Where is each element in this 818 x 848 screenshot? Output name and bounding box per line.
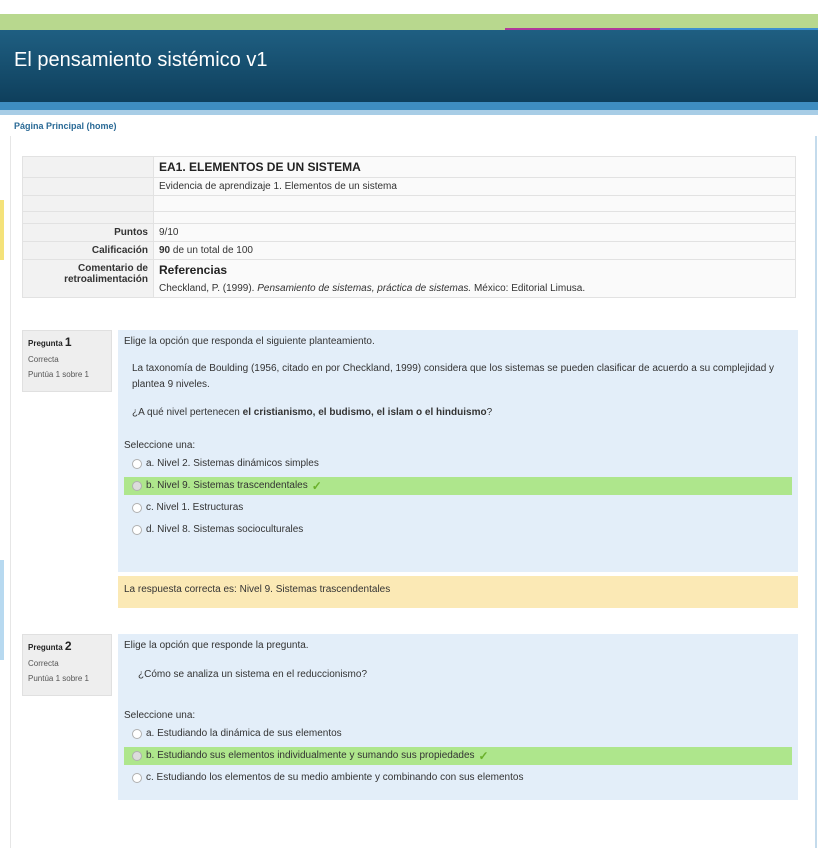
question-2-info: Pregunta 2 Correcta Puntúa 1 sobre 1: [22, 634, 112, 696]
calificacion-value: 90 de un total de 100: [154, 242, 796, 260]
question-2-select-label: Seleccione una:: [124, 710, 196, 721]
question-1-instruction: Elige la opción que responda el siguiente planteamiento.: [124, 336, 375, 347]
question-2-status: Correcta: [28, 659, 59, 668]
calificacion-label: Calificación: [23, 242, 154, 260]
q2-option-c[interactable]: c. Estudiando los elementos de su medio ambiente y combinando con sus elementos: [124, 769, 792, 787]
radio-icon[interactable]: [132, 773, 142, 783]
radio-icon[interactable]: [132, 503, 142, 513]
left-decor-blue: [0, 560, 4, 660]
radio-selected-icon[interactable]: [132, 751, 142, 761]
check-icon: ✓: [478, 749, 489, 763]
question-1-select-label: Seleccione una:: [124, 440, 196, 451]
puntos-value: 9/10: [154, 224, 796, 242]
top-stripe: [0, 14, 818, 30]
summary-title: EA1. ELEMENTOS DE UN SISTEMA: [154, 157, 796, 178]
question-2-instruction: Elige la opción que responde la pregunta.: [124, 640, 309, 651]
question-1-status: Correcta: [28, 355, 59, 364]
q1-option-d[interactable]: d. Nivel 8. Sistemas socioculturales: [124, 521, 792, 539]
header-band-light: [0, 110, 818, 115]
question-2-question: ¿Cómo se analiza un sistema en el reduccionismo?: [138, 669, 367, 680]
question-2-score: Puntúa 1 sobre 1: [28, 674, 89, 683]
question-1-score: Puntúa 1 sobre 1: [28, 370, 89, 379]
comentario-label: Comentario de retroalimentación: [23, 260, 154, 298]
question-1-text: La taxonomía de Boulding (1956, citado en por Checkland, 1999) considera que los sistemas se pueden clasificar de acuerdo a su complejidad y plantea 9 niveles.: [132, 363, 775, 390]
question-2-box: [118, 634, 798, 800]
radio-icon[interactable]: [132, 729, 142, 739]
course-title: El pensamiento sistémico v1: [14, 49, 268, 71]
q2-option-a[interactable]: a. Estudiando la dinámica de sus elementos: [124, 725, 792, 743]
radio-icon[interactable]: [132, 459, 142, 469]
q1-option-a[interactable]: a. Nivel 2. Sistemas dinámicos simples: [124, 455, 792, 473]
q1-option-b[interactable]: b. Nivel 9. Sistemas trascendentales ✓: [124, 477, 792, 495]
q1-option-c[interactable]: c. Nivel 1. Estructuras: [124, 499, 792, 517]
attempt-summary-table: [22, 156, 796, 298]
question-1-question: ¿A qué nivel pertenecen el cristianismo, el budismo, el islam o el hinduismo?: [132, 407, 493, 418]
radio-selected-icon[interactable]: [132, 481, 142, 491]
header-band: [0, 102, 818, 110]
radio-icon[interactable]: [132, 525, 142, 535]
summary-subtitle: Evidencia de aprendizaje 1. Elementos de un sistema: [154, 178, 796, 196]
breadcrumb-home[interactable]: Página Principal (home): [14, 121, 117, 131]
puntos-label: Puntos: [23, 224, 154, 242]
left-decor-yellow: [0, 200, 4, 260]
check-icon: ✓: [311, 479, 322, 493]
q2-option-b[interactable]: b. Estudiando sus elementos individualmente y sumando sus propiedades ✓: [124, 747, 792, 765]
page-header: [0, 30, 818, 102]
references-title: Referencias: [159, 263, 228, 277]
feedback-comment: Referencias Checkland, P. (1999). Pensamiento de sistemas, práctica de sistemas. México: Editorial Limusa.: [154, 260, 796, 298]
question-1-info: Pregunta 1 Correcta Puntúa 1 sobre 1: [22, 330, 112, 392]
question-1-feedback: La respuesta correcta es: Nivel 9. Sistemas trascendentales: [118, 576, 798, 608]
question-1-box: [118, 330, 798, 572]
